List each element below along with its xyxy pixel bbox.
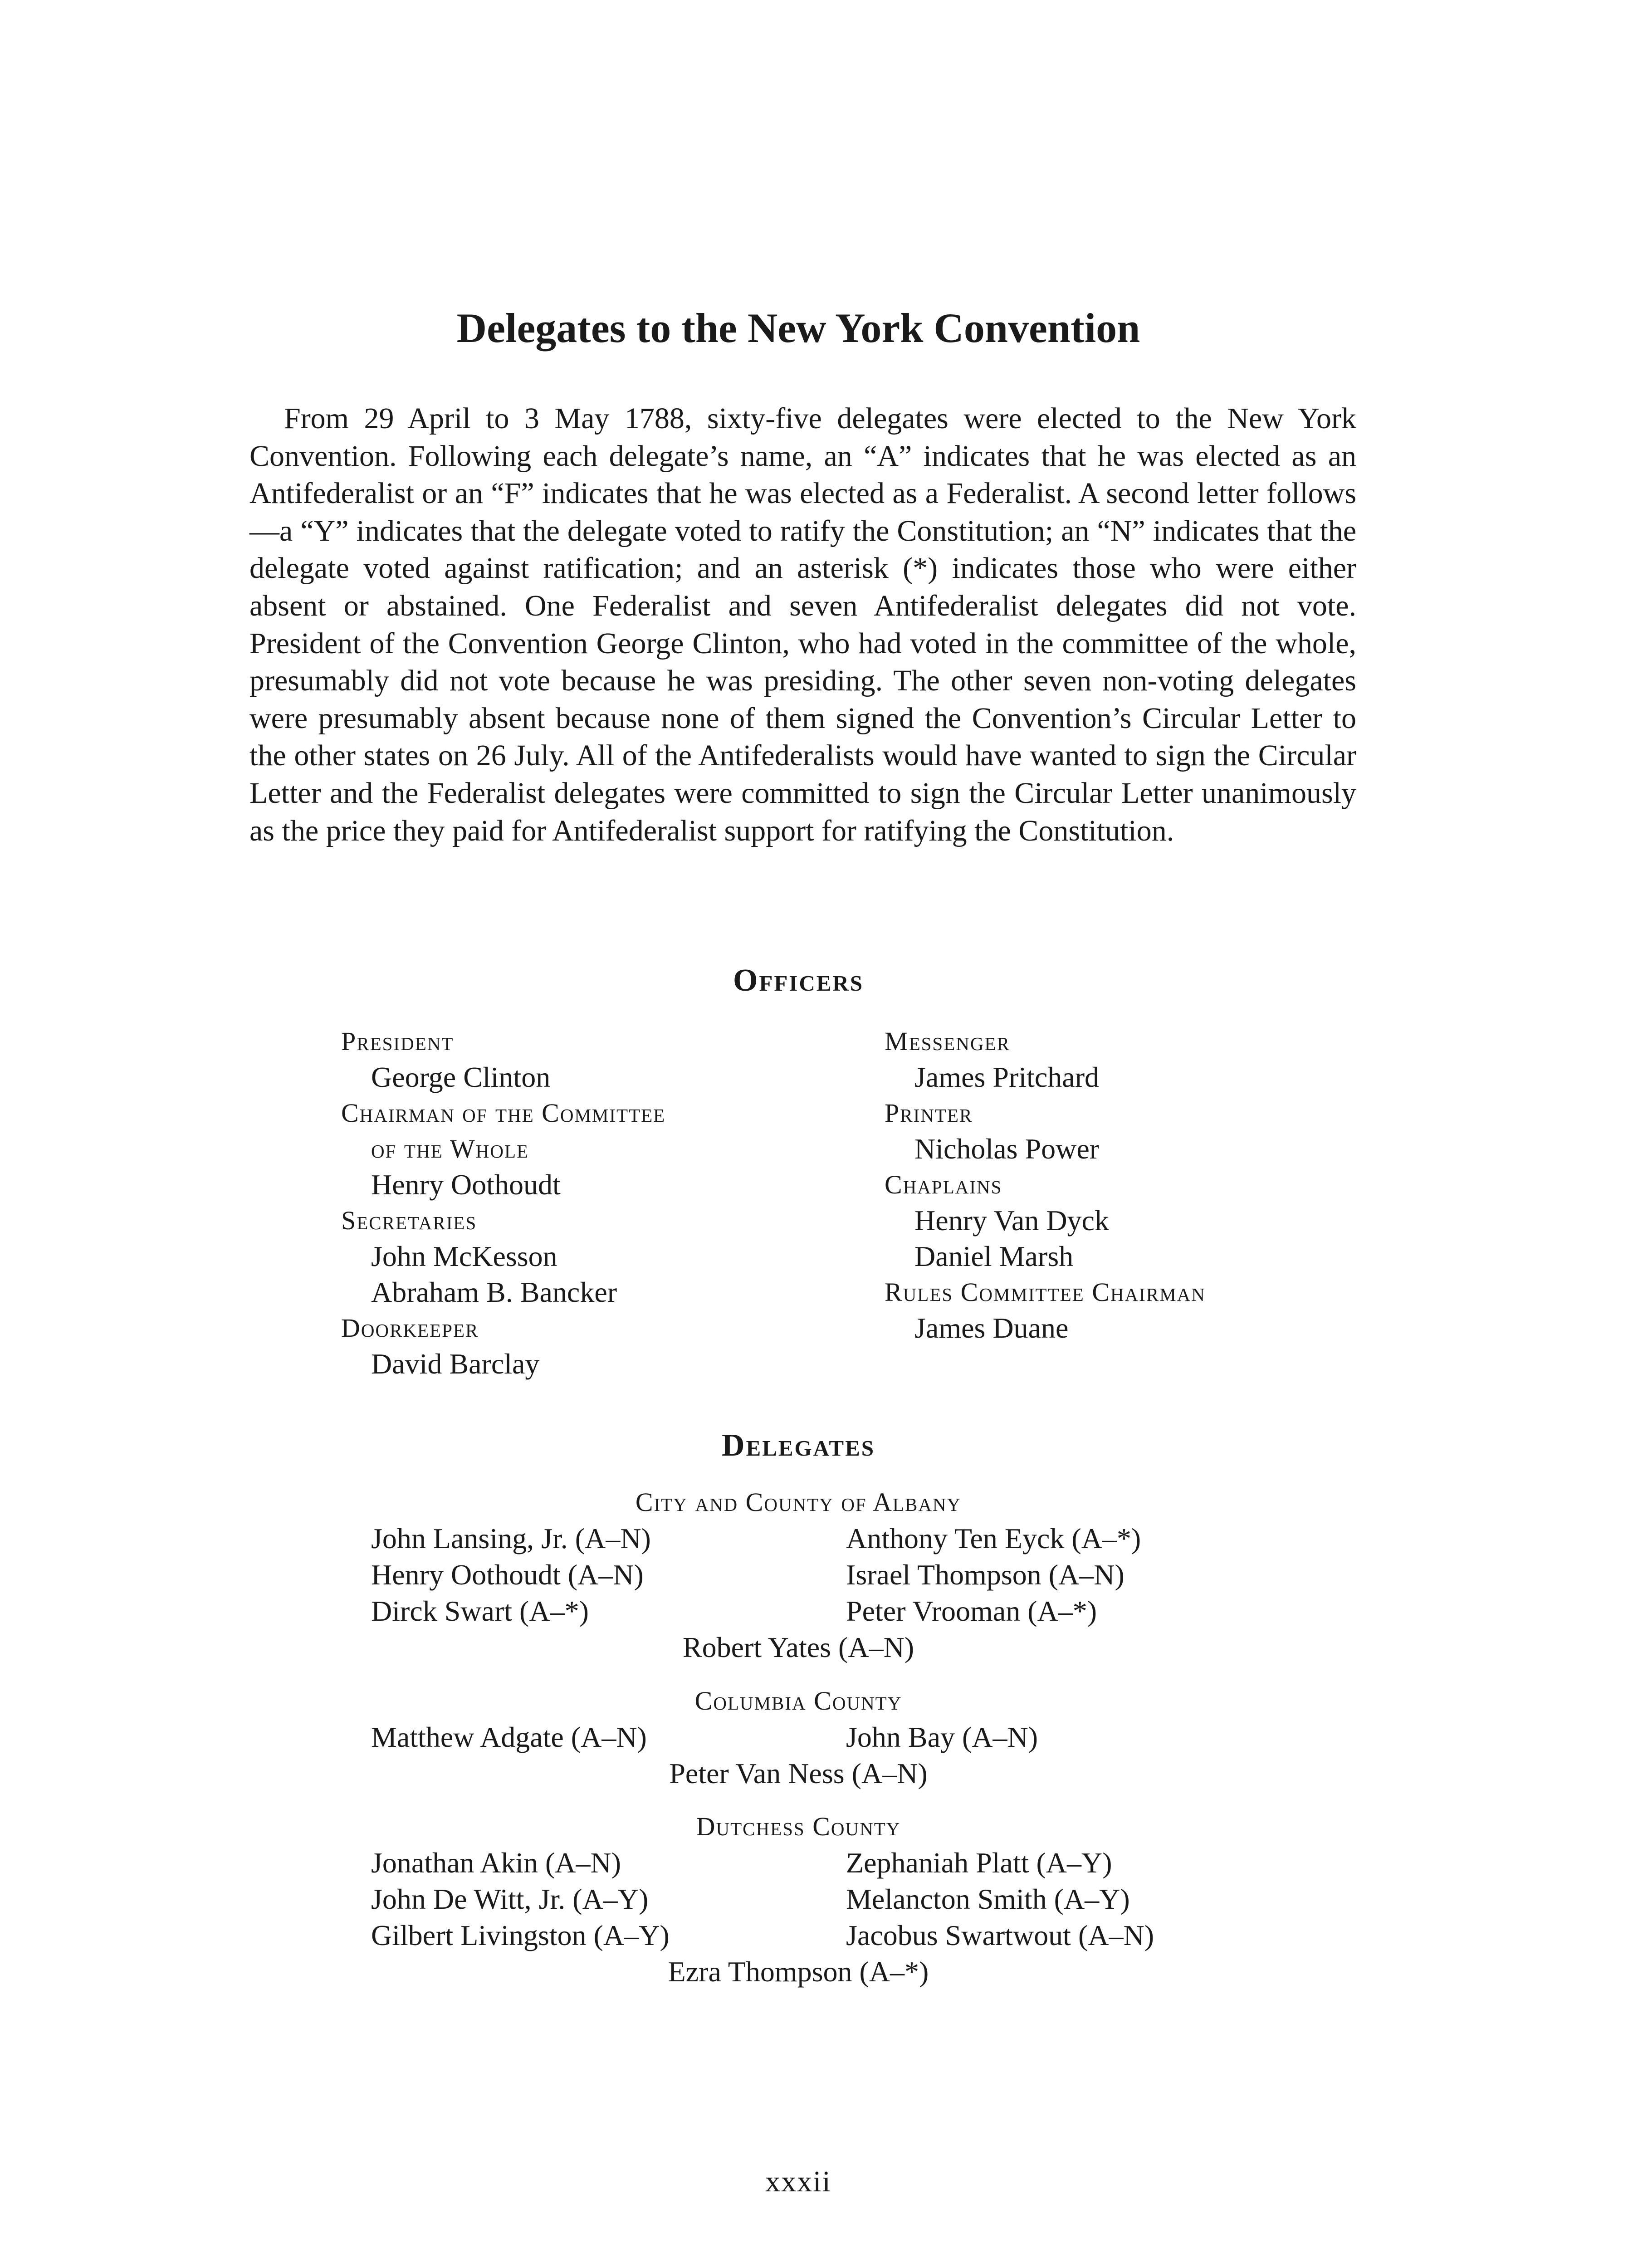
officers-right-column	[885, 1023, 1452, 1346]
delegate-row	[0, 1520, 1597, 1557]
delegate-row	[0, 1845, 1597, 1881]
delegate-entry: Melancton Smith (A–Y)	[846, 1883, 1130, 1915]
officer-group-messenger	[885, 1023, 1452, 1095]
officer-name: George Clinton	[371, 1061, 551, 1093]
officer-group-chaplains	[885, 1167, 1452, 1274]
officer-group-chairman	[341, 1095, 908, 1202]
officer-title: President	[341, 1026, 454, 1056]
county-columbia	[0, 1683, 1597, 1792]
delegate-entry: Anthony Ten Eyck (A–*)	[846, 1522, 1141, 1554]
officer-group-president	[341, 1023, 908, 1095]
delegate-row	[0, 1917, 1597, 1954]
officer-name: Daniel Marsh	[914, 1240, 1074, 1272]
officer-title-line: Chairman of the Committee	[341, 1098, 666, 1128]
officer-group-doorkeeper	[341, 1310, 908, 1382]
officer-group-secretaries	[341, 1202, 908, 1310]
officer-name: Henry Oothoudt	[371, 1168, 561, 1201]
delegate-row	[0, 1557, 1597, 1593]
officer-name: James Pritchard	[914, 1061, 1099, 1093]
officer-title: Printer	[885, 1098, 973, 1128]
officer-group-rules-committee	[885, 1274, 1452, 1346]
officer-title: Chaplains	[885, 1170, 1002, 1199]
county-heading: Columbia County	[694, 1686, 902, 1716]
officers-heading: Officers	[733, 963, 864, 998]
officer-title: Secretaries	[341, 1206, 477, 1235]
delegate-entry: John Lansing, Jr. (A–N)	[371, 1522, 651, 1554]
delegate-entry: Zephaniah Platt (A–Y)	[846, 1847, 1112, 1879]
officer-title: Doorkeeper	[341, 1313, 479, 1343]
delegate-entry: Henry Oothoudt (A–N)	[371, 1559, 644, 1591]
delegate-entry: Israel Thompson (A–N)	[846, 1559, 1125, 1591]
officers-left-column	[341, 1023, 908, 1382]
delegate-entry: Matthew Adgate (A–N)	[371, 1721, 647, 1753]
delegate-entry: Jonathan Akin (A–N)	[371, 1847, 621, 1879]
officer-title-continuation: of the Whole	[371, 1134, 529, 1163]
officer-title	[341, 1095, 908, 1167]
page-title: Delegates to the New York Convention	[456, 305, 1140, 351]
county-heading: Dutchess County	[696, 1812, 901, 1841]
intro-paragraph: From 29 April to 3 May 1788, sixty-five delegates were elected to the New York Convention. Following each delegate’s name, an “A” indicates that he was elected as an Antifederalist or an “F” indicates that he was elected as a Federalist. A second letter follows—a “Y” indicates that the delegate voted to ratify the Constitution; an “N” indicates that the delegate voted against ratification; and an asterisk (*) indicates those who were either absent or abstained. One Federalist and seven Antifederalist delegates did not vote. President of the Convention George Clinton, who had voted in the committee of the whole, presumably did not vote because he was presiding. The other seven non-voting delegates were presumably absent because none of them signed the Convention’s Circular Letter to the other states on 26 July. All of the Antifederalists would have wanted to sign the Circular Letter and the Federalist delegates were committed to sign the Circular Letter unanimously as the price they paid for Antifederalist support for ratifying the Constitution.	[249, 402, 1356, 847]
delegate-entry: John Bay (A–N)	[846, 1721, 1038, 1753]
delegate-row	[0, 1593, 1597, 1629]
delegate-row	[0, 1881, 1597, 1917]
officer-name: John McKesson	[371, 1240, 557, 1272]
officer-group-printer	[885, 1095, 1452, 1167]
delegate-entry: John De Witt, Jr. (A–Y)	[371, 1883, 649, 1915]
delegate-entry: Jacobus Swartwout (A–N)	[846, 1919, 1154, 1951]
page-number: xxxii	[765, 2165, 831, 2198]
county-albany	[0, 1484, 1597, 1666]
officer-title: Messenger	[885, 1026, 1010, 1056]
delegate-entry-centered: Ezra Thompson (A–*)	[668, 1955, 929, 1988]
delegate-entry-centered: Peter Van Ness (A–N)	[669, 1757, 928, 1789]
delegate-entry-centered: Robert Yates (A–N)	[682, 1631, 914, 1663]
county-heading: City and County of Albany	[635, 1487, 962, 1517]
delegate-entry: Peter Vrooman (A–*)	[846, 1595, 1097, 1627]
delegate-entry: Dirck Swart (A–*)	[371, 1595, 589, 1627]
delegate-row	[0, 1719, 1597, 1755]
delegate-entry: Gilbert Livingston (A–Y)	[371, 1919, 670, 1951]
delegates-heading: Delegates	[721, 1428, 875, 1463]
officer-title: Rules Committee Chairman	[885, 1277, 1206, 1307]
officer-name: Abraham B. Bancker	[371, 1276, 617, 1308]
officer-name: Nicholas Power	[914, 1133, 1100, 1165]
county-dutchess	[0, 1809, 1597, 1990]
officer-name: Henry Van Dyck	[914, 1204, 1109, 1237]
officer-name: David Barclay	[371, 1348, 540, 1380]
officer-name: James Duane	[914, 1312, 1069, 1344]
